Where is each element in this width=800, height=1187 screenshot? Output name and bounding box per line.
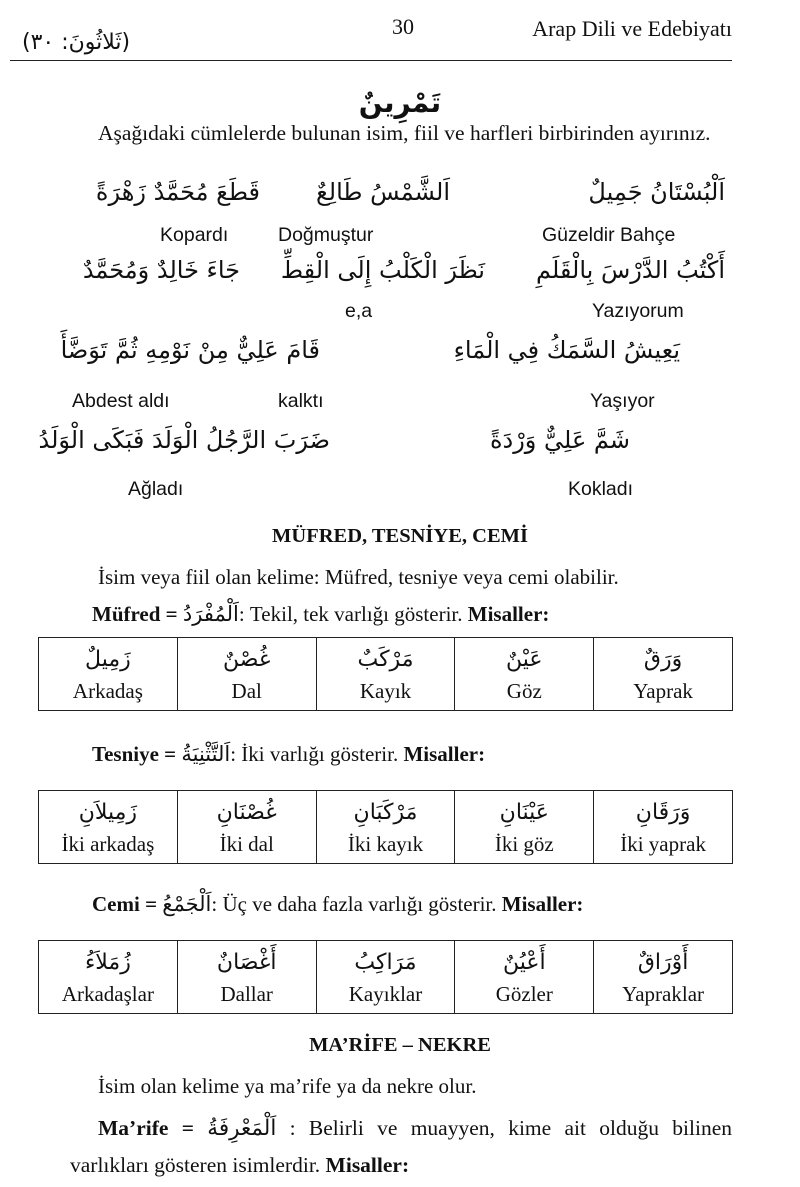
marife-arabic: اَلْمَعْرِفَةُ — [207, 1116, 277, 1141]
vocab-arabic: وَرَقَانِ — [635, 800, 691, 825]
vocab-arabic: زُمَلاَءُ — [84, 950, 131, 975]
exercise-ar-1-3: اَلْبُسْتَانُ جَمِيلٌ — [588, 178, 725, 206]
vocab-arabic: أَعْيُنٌ — [502, 950, 546, 975]
exercise-tr-1-1: Kopardı — [160, 224, 229, 246]
vocab-cell — [594, 791, 733, 864]
exercise-tr-3-1: Abdest aldı — [72, 390, 170, 412]
vocab-turkish: İki arkadaş — [61, 832, 155, 856]
section2-intro: İsim olan kelime ya ma’rife ya da nekre olur. — [98, 1074, 477, 1098]
vocab-cell — [177, 638, 316, 711]
vocab-turkish: Dallar — [220, 982, 273, 1006]
marife-paragraph — [70, 1110, 732, 1183]
page-number: 30 — [392, 14, 414, 39]
vocab-arabic: غُصْنَانِ — [216, 800, 277, 825]
vocab-arabic: زَمِيلٌ — [85, 647, 131, 672]
exercise-ar-1-2: اَلشَّمْسُ طَالِعٌ — [316, 178, 450, 206]
vocab-arabic: زَمِيلاَنِ — [78, 800, 138, 825]
vocab-arabic: مَرَاكِبُ — [354, 950, 417, 975]
exercise-tr-4-1: Ağladı — [128, 478, 184, 500]
running-title: Arap Dili ve Edebiyatı — [532, 16, 732, 41]
vocab-cell — [39, 791, 178, 864]
exercise-ar-2-3: أَكْتُبُ الدَّرْسَ بِالْقَلَمِ — [536, 256, 725, 284]
section-heading-mufred-tesniye-cemi: MÜFRED, TESNİYE, CEMİ — [272, 525, 528, 547]
vocab-turkish: Göz — [506, 679, 542, 703]
tesniye-arabic: اَلتَّثْنِيَةُ — [181, 742, 231, 766]
vocab-turkish: Arkadaş — [72, 679, 143, 703]
exercise-instruction: Aşağıdaki cümlelerde bulunan isim, fiil ve harfleri birbirinden ayırınız. — [98, 121, 711, 145]
vocab-arabic: أَوْرَاقٌ — [637, 950, 689, 975]
vocab-cell — [455, 791, 594, 864]
cemi-line — [92, 892, 583, 917]
exercise-tr-1-2: Doğmuştur — [278, 224, 374, 246]
exercise-tr-2-1: e,a — [345, 300, 373, 322]
exercise-ar-3-2: يَعِيشُ السَّمَكُ فِي الْمَاءِ — [453, 336, 680, 364]
mufred-line — [92, 602, 549, 627]
vocab-arabic: عَيْنَانِ — [499, 800, 549, 825]
exercise-ar-1-1: قَطَعَ مُحَمَّدٌ زَهْرَةً — [95, 178, 260, 206]
marife-label: Ma’rife = — [98, 1116, 194, 1140]
vocab-cell — [177, 941, 316, 1014]
vocab-cell — [316, 638, 455, 711]
exercise-tr-1-3: Güzeldir Bahçe — [542, 224, 676, 246]
marife-desc: : Belirli ve muayyen, kime ait olduğu bilinen varlıkları gösteren isimlerdir. — [70, 1116, 733, 1177]
cemi-desc: : Üç ve daha fazla varlığı gösterir. — [211, 892, 497, 916]
header-rule — [10, 60, 732, 61]
mufred-misaller: Misaller: — [467, 602, 550, 626]
tesniye-label: Tesniye = — [92, 742, 177, 766]
cemi-label: Cemi = — [92, 892, 158, 916]
vocab-cell — [39, 638, 178, 711]
vocab-turkish: Kayıklar — [348, 982, 423, 1006]
vocab-arabic: مَرْكَبٌ — [357, 647, 414, 672]
mufred-label: Müfred = — [92, 602, 178, 626]
exercise-tr-2-2: Yazıyorum — [592, 300, 684, 322]
exercise-tr-3-2: kalktı — [278, 390, 324, 412]
vocab-turkish: Arkadaşlar — [61, 982, 154, 1006]
section1-intro: İsim veya fiil olan kelime: Müfred, tesniye veya cemi olabilir. — [98, 565, 619, 589]
cemi-arabic: اَلْجَمْعُ — [162, 892, 212, 916]
section-heading-marife-nekre: MA’RİFE – NEKRE — [309, 1034, 491, 1056]
cemi-table — [38, 940, 733, 1014]
vocab-cell — [594, 638, 733, 711]
vocab-cell — [316, 791, 455, 864]
vocab-cell — [455, 638, 594, 711]
mufred-table — [38, 637, 733, 711]
vocab-turkish: İki yaprak — [620, 832, 706, 856]
vocab-turkish: Dal — [231, 679, 262, 703]
exercise-ar-4-1: ضَرَبَ الرَّجُلُ الْوَلَدَ فَبَكَى الْوَلَدُ — [38, 426, 330, 454]
exercise-title: تَمْرِينٌ — [358, 86, 442, 119]
vocab-cell — [316, 941, 455, 1014]
vocab-turkish: Yaprak — [633, 679, 693, 703]
vocab-cell — [455, 941, 594, 1014]
vocab-arabic: غُصْنٌ — [223, 647, 271, 672]
vocab-arabic: عَيْنٌ — [506, 647, 543, 672]
tesniye-misaller: Misaller: — [403, 742, 486, 766]
vocab-turkish: Kayık — [359, 679, 412, 703]
cemi-misaller: Misaller: — [501, 892, 584, 916]
mufred-arabic: اَلْمُفْرَدُ — [182, 602, 239, 626]
exercise-ar-3-1: قَامَ عَلِيٌّ مِنْ نَوْمِهِ ثُمَّ تَوَضَّأَ — [60, 336, 320, 364]
exercise-tr-4-2: Kokladı — [568, 478, 634, 500]
vocab-cell — [39, 941, 178, 1014]
mufred-desc: : Tekil, tek varlığı gösterir. — [238, 602, 463, 626]
vocab-arabic: وَرَقٌ — [643, 647, 683, 672]
vocab-arabic: أَغْصَانٌ — [216, 950, 277, 975]
vocab-turkish: İki dal — [219, 832, 274, 856]
tesniye-line — [92, 742, 485, 767]
vocab-turkish: İki göz — [494, 832, 554, 856]
tesniye-desc: : İki varlığı gösterir. — [230, 742, 399, 766]
vocab-cell — [177, 791, 316, 864]
vocab-arabic: مَرْكَبَانِ — [353, 800, 418, 825]
header-arabic-page-number: (ثَلاثُونَ: ٣٠) — [22, 30, 131, 55]
exercise-tr-3-3: Yaşıyor — [590, 390, 655, 412]
exercise-ar-4-2: شَمَّ عَلِيٌّ وَرْدَةً — [489, 426, 630, 454]
vocab-turkish: Yapraklar — [622, 982, 705, 1006]
tesniye-table — [38, 790, 733, 864]
vocab-cell — [594, 941, 733, 1014]
exercise-ar-2-1: جَاءَ خَالِدٌ وَمُحَمَّدٌ — [82, 256, 240, 284]
exercise-ar-2-2: نَظَرَ الْكَلْبُ إِلَى الْقِطِّ — [280, 256, 485, 284]
vocab-turkish: Gözler — [495, 982, 553, 1006]
vocab-turkish: İki kayık — [347, 832, 424, 856]
marife-misaller: Misaller: — [325, 1153, 410, 1177]
